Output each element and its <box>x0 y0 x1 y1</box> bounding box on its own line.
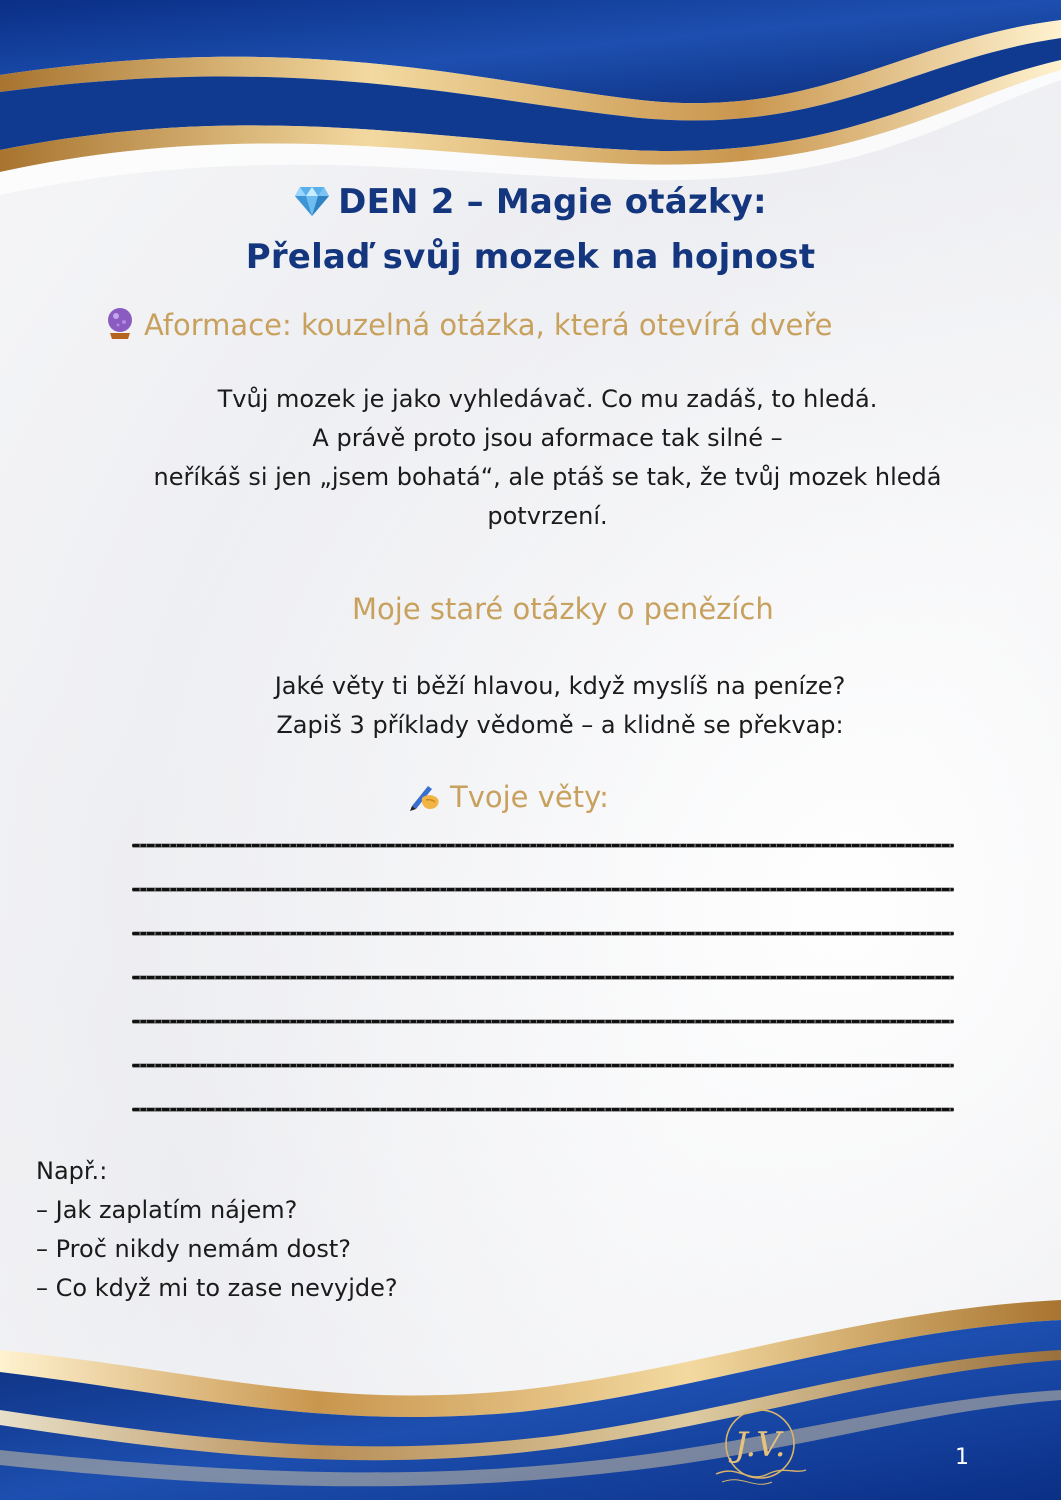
svg-text:J.V.: J.V. <box>734 1425 786 1465</box>
aformace-paragraph <box>100 380 995 536</box>
page-number: 1 <box>955 1445 969 1470</box>
writing-line[interactable] <box>132 932 954 935</box>
aformace-line: Tvůj mozek je jako vyhledávač. Co mu zadáš, to hledá. <box>217 385 878 413</box>
title-text-1: DEN 2 – Magie otázky: <box>338 182 767 222</box>
writing-line[interactable] <box>132 976 954 979</box>
writing-line[interactable] <box>132 1064 954 1067</box>
page-title-line-2: Přelaď svůj mozek na hojnost <box>245 237 816 277</box>
writing-line[interactable] <box>132 844 954 847</box>
old-questions-line: Zapiš 3 příklady vědomě – a klidně se překvap: <box>276 711 844 739</box>
aformace-line: potvrzení. <box>487 502 608 530</box>
your-sentences-heading <box>408 780 609 814</box>
aformace-heading-text: Aformace: kouzelná otázka, která otevírá dveře <box>144 308 833 342</box>
example-item: – Proč nikdy nemám dost? <box>36 1235 352 1263</box>
examples-list <box>36 1152 398 1308</box>
bottom-wave-decoration <box>0 1290 1061 1500</box>
old-questions-line: Jaké věty ti běží hlavou, když myslíš na peníze? <box>274 672 846 700</box>
writing-line[interactable] <box>132 888 954 891</box>
your-sentences-heading-text: Tvoje věty: <box>450 780 609 814</box>
writing-line[interactable] <box>132 1020 954 1023</box>
writing-line[interactable] <box>132 1108 954 1111</box>
examples-label: Např.: <box>36 1157 108 1185</box>
writing-lines <box>132 844 954 1152</box>
old-questions-heading: Moje staré otázky o penězích <box>352 592 774 626</box>
jv-logo <box>708 1404 812 1494</box>
example-item: – Co když mi to zase nevyjde? <box>36 1274 398 1302</box>
page-title-line-1 <box>0 182 1061 222</box>
crystal-ball-icon <box>104 306 136 340</box>
aformace-line: neříkáš si jen „jsem bohatá“, ale ptáš se tak, že tvůj mozek hledá <box>153 463 942 491</box>
old-questions-paragraph <box>160 667 960 745</box>
diamond-icon <box>294 185 330 217</box>
example-item: – Jak zaplatím nájem? <box>36 1196 298 1224</box>
aformace-line: A právě proto jsou aformace tak silné – <box>312 424 783 452</box>
aformace-heading <box>104 306 832 342</box>
writing-hand-icon <box>408 780 442 812</box>
